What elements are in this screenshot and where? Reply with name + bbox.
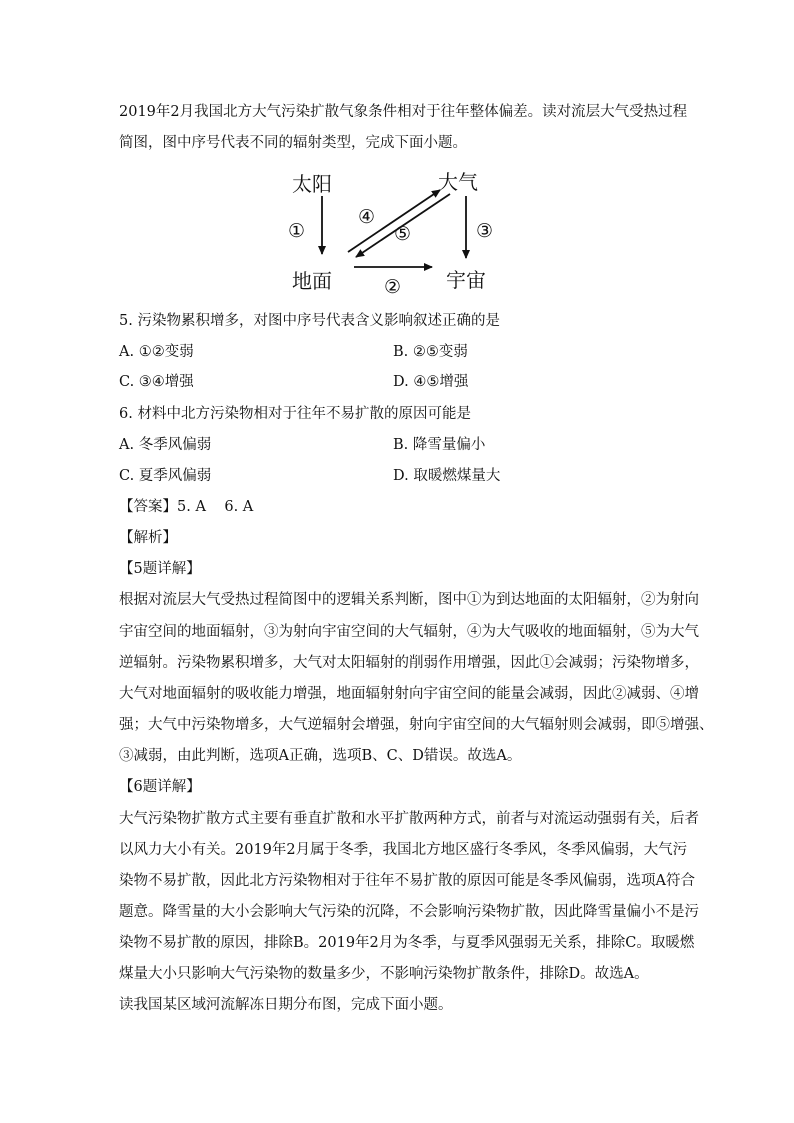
detail-6-heading: 【6题详解】 bbox=[119, 779, 201, 795]
label-sun: 太阳 bbox=[292, 172, 332, 196]
detail-5-heading: 【5题详解】 bbox=[119, 561, 201, 577]
next-question-intro: 读我国某区域河流解冻日期分布图，完成下面小题。 bbox=[119, 997, 453, 1013]
label-ground: 地面 bbox=[292, 269, 332, 293]
detail-5-line: 逆辐射。污染物累积增多，大气对太阳辐射的削弱作用增强，因此①会减弱；污染物增多， bbox=[119, 655, 699, 671]
q6-option-c: C. 夏季风偏弱 bbox=[119, 468, 212, 484]
label-n5: ⑤ bbox=[394, 223, 412, 245]
label-n4: ④ bbox=[358, 206, 376, 228]
answer-line: 【答案】5. A 6. A bbox=[119, 499, 254, 515]
detail-5-line: 大气对地面辐射的吸收能力增强，地面辐射射向宇宙空间的能量会减弱，因此②减弱、④增 bbox=[119, 686, 699, 702]
q5-option-c: C. ③④增强 bbox=[119, 374, 194, 390]
intro-line-1: 2019年2月我国北方大气污染扩散气象条件相对于往年整体偏差。读对流层大气受热过程 bbox=[119, 104, 688, 120]
detail-6-line: 题意。降雪量的大小会影响大气污染的沉降，不会影响污染物扩散，因此降雪量偏小不是污 bbox=[119, 904, 699, 920]
label-n3: ③ bbox=[476, 220, 494, 242]
analysis-heading: 【解析】 bbox=[119, 530, 177, 546]
q6-option-d: D. 取暖燃煤量大 bbox=[393, 468, 501, 484]
q5-option-b: B. ②⑤变弱 bbox=[393, 344, 468, 360]
intro-line-2: 简图，图中序号代表不同的辐射类型，完成下面小题。 bbox=[119, 135, 467, 151]
detail-6-line: 以风力大小有关。2019年2月属于冬季，我国北方地区盛行冬季风，冬季风偏弱，大气污 bbox=[119, 842, 688, 858]
atmosphere-heating-diagram bbox=[270, 160, 510, 300]
q5-option-d: D. ④⑤增强 bbox=[393, 374, 469, 390]
label-atmosphere: 大气 bbox=[438, 170, 478, 194]
q5-stem: 5. 污染物累积增多，对图中序号代表含义影响叙述正确的是 bbox=[119, 313, 500, 329]
detail-5-line: ③减弱，由此判断，选项A正确，选项B、C、D错误。故选A。 bbox=[119, 748, 522, 764]
label-space: 宇宙 bbox=[446, 268, 486, 292]
detail-5-line: 宇宙空间的地面辐射，③为射向宇宙空间的大气辐射，④为大气吸收的地面辐射，⑤为大气 bbox=[119, 624, 699, 640]
q5-option-a: A. ①②变弱 bbox=[119, 344, 194, 360]
label-n1: ① bbox=[288, 220, 306, 242]
detail-6-line: 煤量大小只影响大气污染物的数量多少，不影响污染物扩散条件，排除D。故选A。 bbox=[119, 966, 649, 982]
detail-5-line: 强；大气中污染物增多，大气逆辐射会增强，射向宇宙空间的大气辐射则会减弱，即⑤增强、 bbox=[119, 717, 714, 733]
q6-option-b: B. 降雪量偏小 bbox=[393, 437, 486, 453]
detail-6-line: 大气污染物扩散方式主要有垂直扩散和水平扩散两种方式，前者与对流运动强弱有关，后者 bbox=[119, 811, 699, 827]
label-n2: ② bbox=[384, 276, 402, 298]
detail-6-line: 染物不易扩散的原因，排除B。2019年2月为冬季，与夏季风强弱无关系，排除C。取暖燃 bbox=[119, 935, 695, 951]
q6-option-a: A. 冬季风偏弱 bbox=[119, 437, 212, 453]
detail-5-line: 根据对流层大气受热过程简图中的逻辑关系判断，图中①为到达地面的太阳辐射，②为射向 bbox=[119, 592, 699, 608]
q6-stem: 6. 材料中北方污染物相对于往年不易扩散的原因可能是 bbox=[119, 406, 471, 422]
detail-6-line: 染物不易扩散，因此北方污染物相对于往年不易扩散的原因可能是冬季风偏弱，选项A符合 bbox=[119, 873, 695, 889]
